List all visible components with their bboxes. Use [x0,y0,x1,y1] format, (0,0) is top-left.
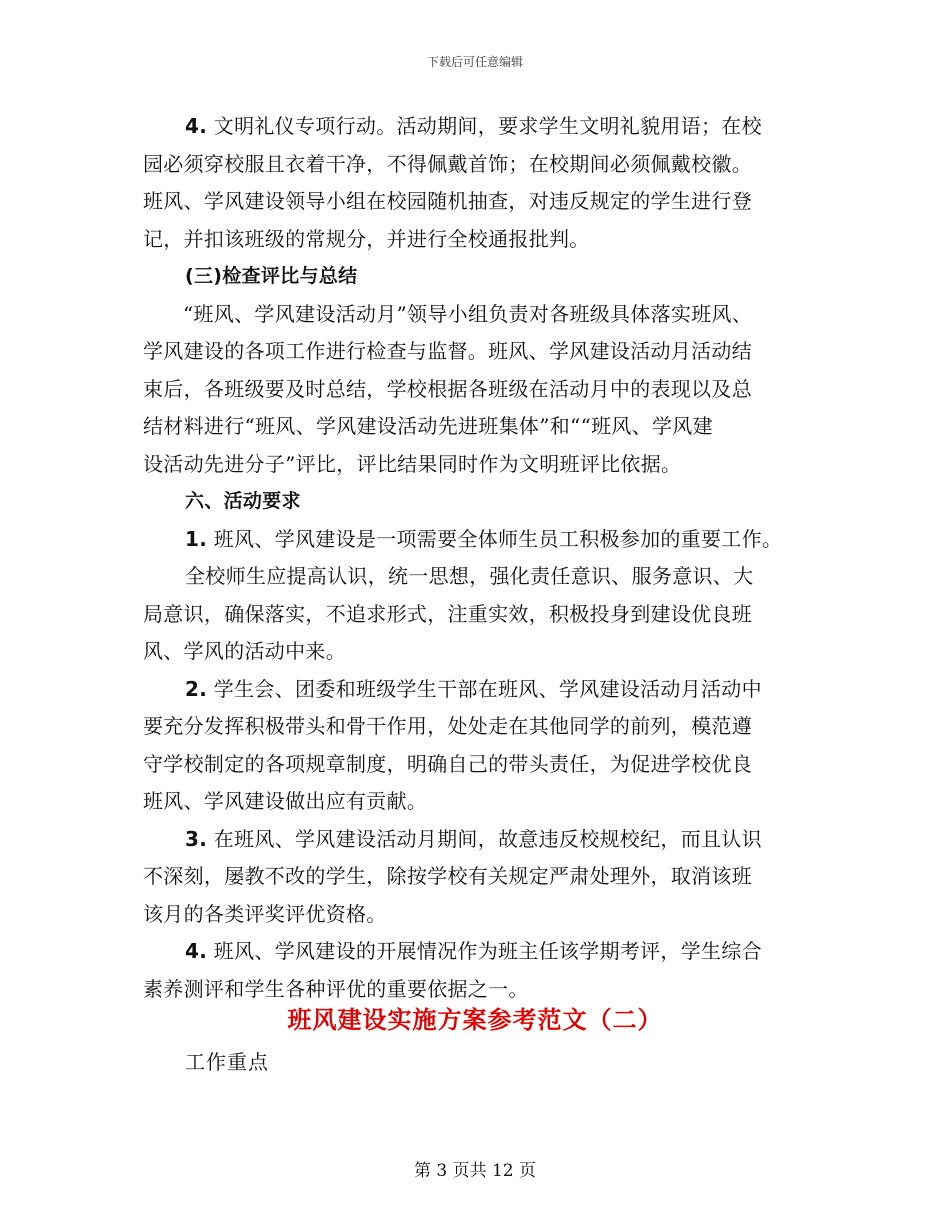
paragraph-line: 全校师生应提高认识，统一思想，强化责任意识、服务意识、大 [185,564,754,588]
page-number: 第 3 页共 12 页 [413,1161,537,1181]
paragraph-text: 在班风、学风建设活动月期间，故意违反校规校纪，而且认识 [213,826,762,851]
paragraph-line: 记，并扣该班级的常规分，并进行全校通报批判。 [143,226,590,251]
paragraph-line: “班风、学风建设活动月”领导小组负责对各班级具体落实班风、 [183,301,753,326]
item-number: 4. [185,114,208,138]
paragraph-line: 班风、学风建设领导小组在校园随机抽查，对违反规定的学生进行登 [143,189,752,213]
paragraph-line: 局意识，确保落实，不追求形式，注重实效，积极投身到建设优良班 [143,601,752,626]
header-note: 下载后可任意编辑 [426,55,523,69]
paragraph-line: 要充分发挥积极带头和骨干作用，处处走在其他同学的前列，模范遵 [143,714,752,738]
section-heading: 六、活动要求 [185,490,301,512]
item-number: 4. [185,939,208,963]
paragraph-line: 不深刻，屡教不改的学生，除按学校有关规定严肃处理外，取消该班 [143,864,752,888]
item-number: 2. [185,676,208,701]
paragraph-line: 设活动先进分子”评比，评比结果同时作为文明班评比依据。 [143,451,682,476]
paragraph-line: 学风建设的各项工作进行检查与监督。班风、学风建设活动月活动结 [143,339,752,363]
paragraph-line: 该月的各类评奖评优资格。 [143,901,387,926]
document-body [143,108,808,1008]
paragraph-line [143,821,808,859]
paragraph-line [143,671,808,709]
item-number: 3. [185,826,208,851]
paragraph-line: 风、学风的活动中来。 [143,639,346,663]
paragraph-line: 班风、学风建设做出应有贡献。 [143,789,428,813]
paragraph-line [143,521,808,559]
paragraph-text: 文明礼仪专项行动。活动期间，要求学生文明礼貌用语；在校 [213,114,762,138]
paragraph-text: 班风、学风建设的开展情况作为班主任该学期考评，学生综合 [213,939,762,963]
paragraph-text: 班风、学风建设是一项需要全体师生员工积极参加的重要工作。 [213,526,783,551]
item-number: 1. [185,526,208,551]
subsection-heading: (三)检查评比与总结 [185,265,358,287]
section-title: 班风建设实施方案参考范文（二） [287,1006,663,1034]
paragraph-line: 守学校制定的各项规章制度，明确自己的带头责任，为促进学校优良 [143,751,752,776]
paragraph-line: 束后，各班级要及时总结，学校根据各班级在活动月中的表现以及总 [143,376,752,401]
paragraph-line: 素养测评和学生各种评优的重要依据之一。 [143,976,529,1001]
paragraph-line [143,108,808,146]
paragraph-line [143,933,808,971]
work-focus-label: 工作重点 [185,1050,269,1074]
paragraph-text: 学生会、团委和班级学生干部在班风、学风建设活动月活动中 [213,676,762,701]
paragraph-line: 园必须穿校服且衣着干净，不得佩戴首饰；在校期间必须佩戴校徽。 [143,151,752,176]
paragraph-line: 结材料进行“班风、学风建设活动先进班集体”和““班风、学风建 [143,414,713,438]
